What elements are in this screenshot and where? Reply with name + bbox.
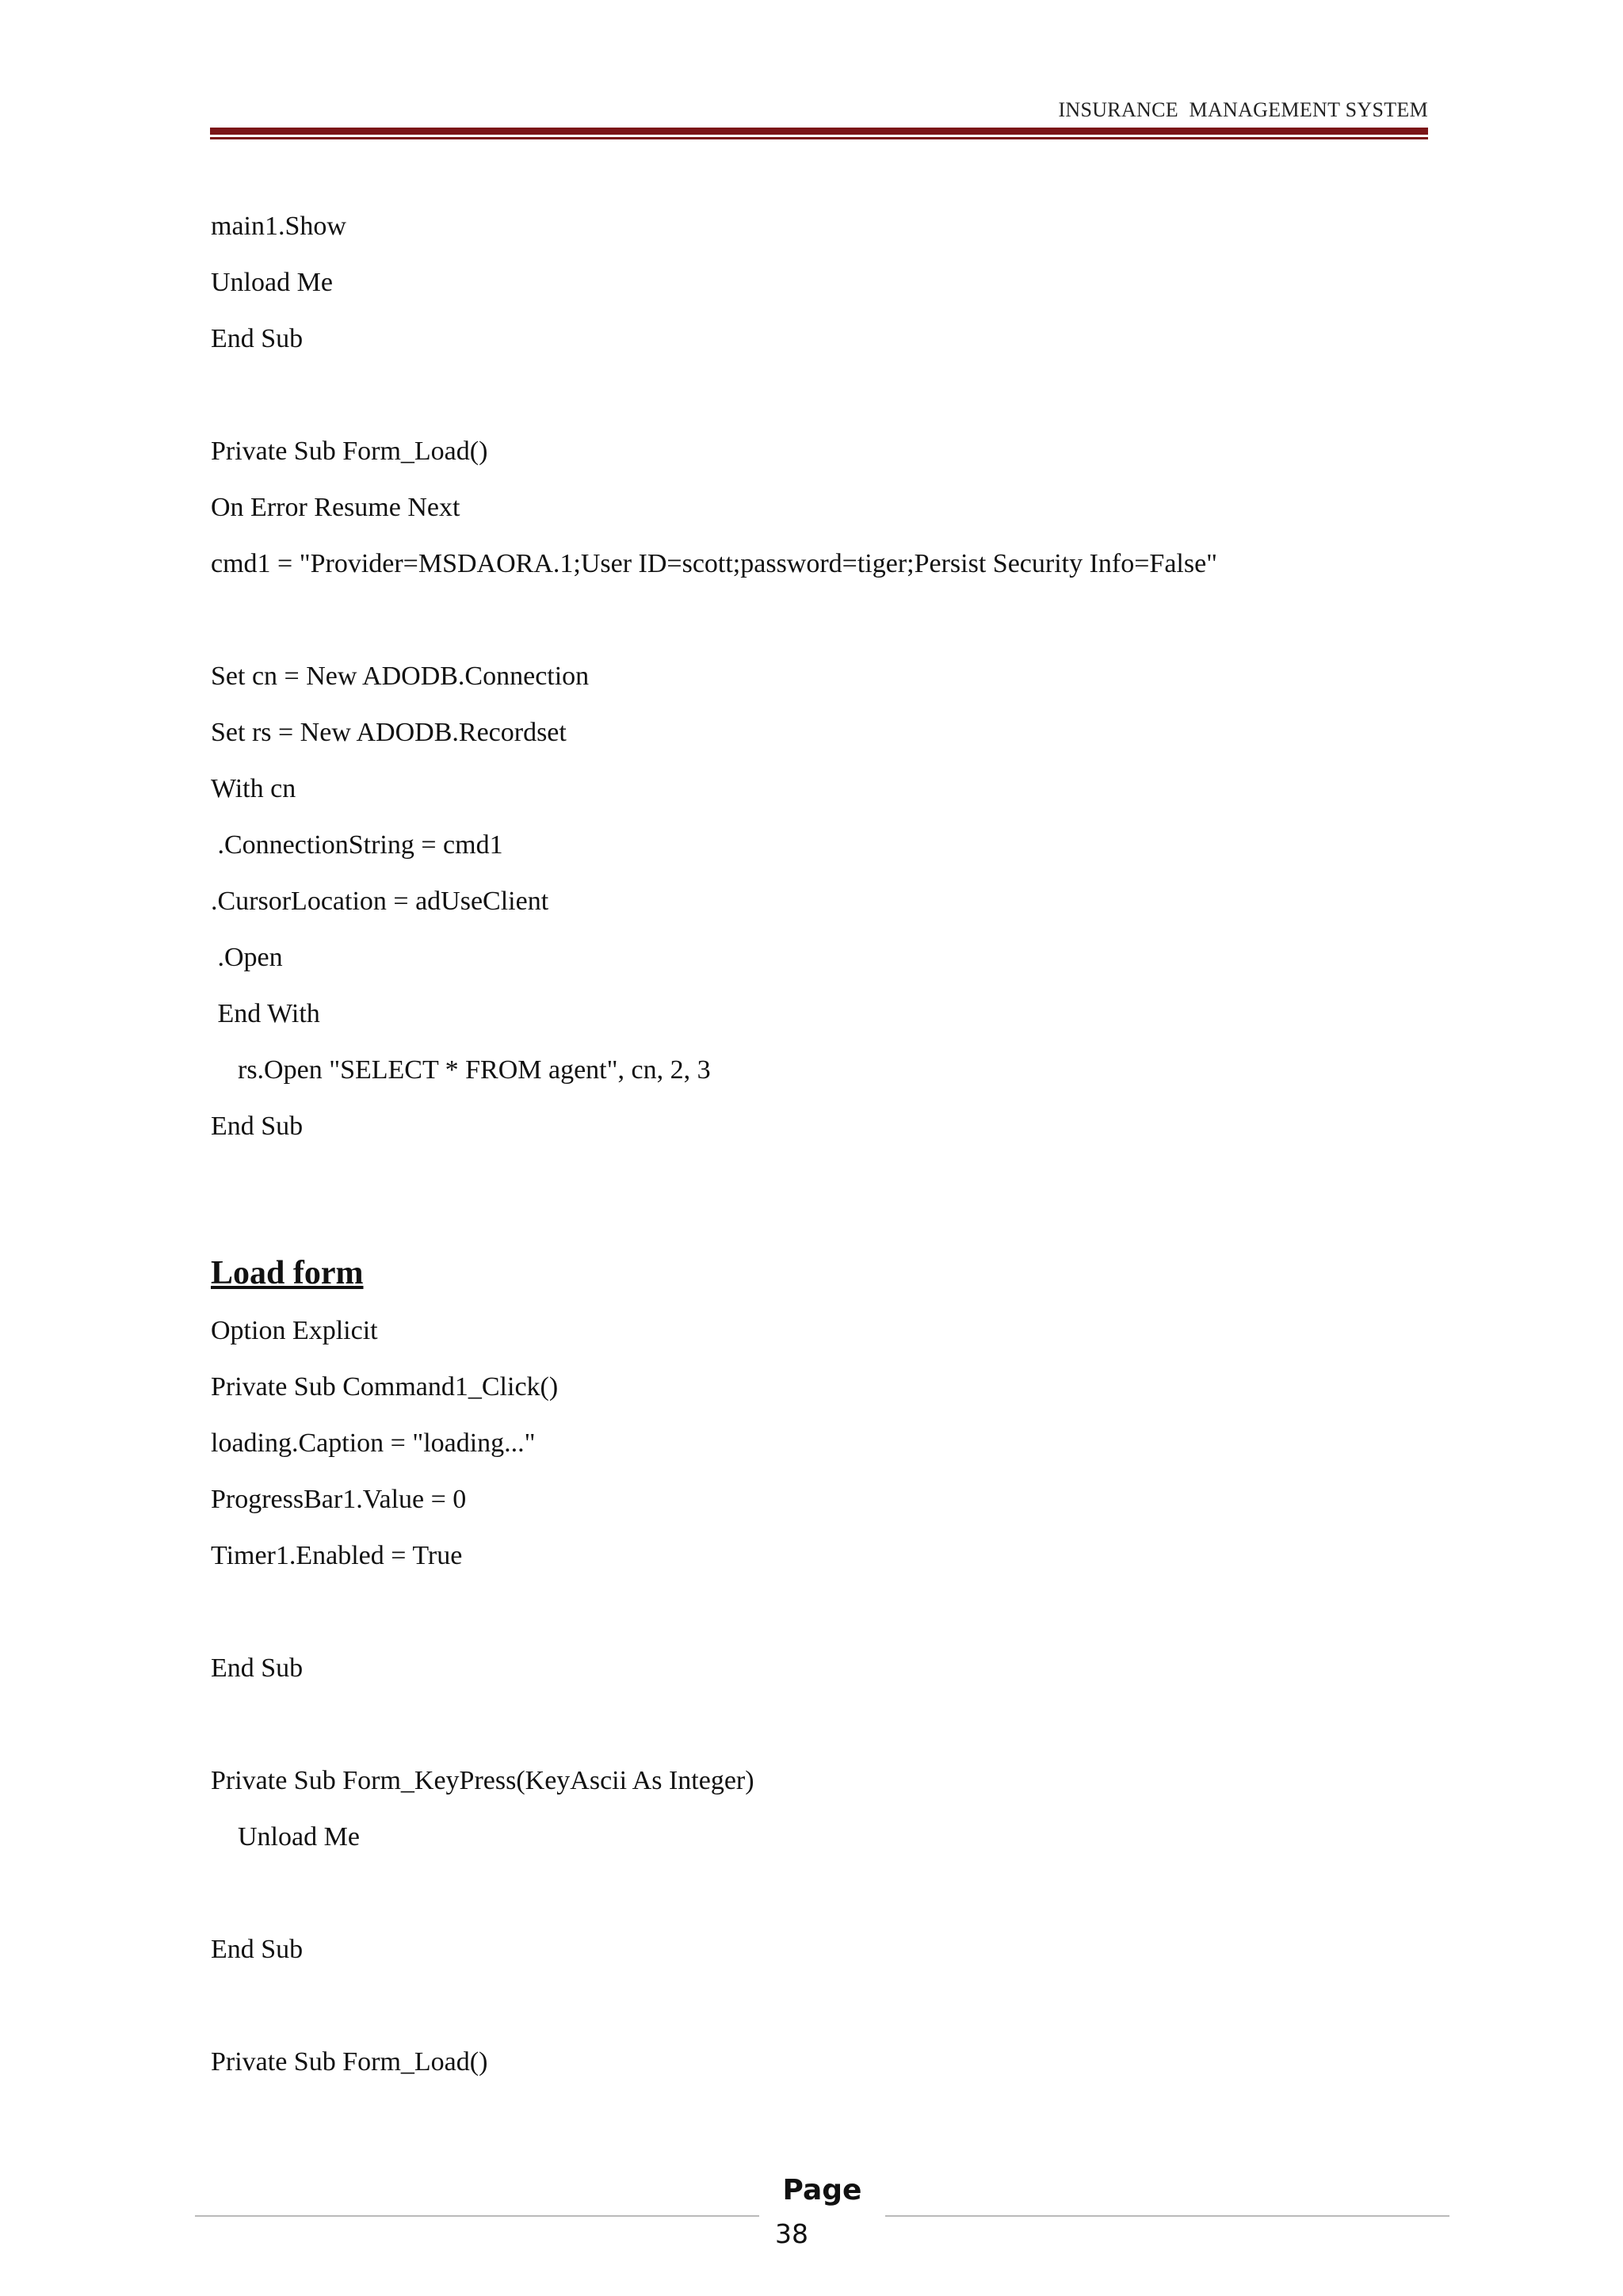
code-line: Unload Me — [211, 268, 333, 297]
code-line — [211, 367, 1431, 423]
code-line: Timer1.Enabled = True — [211, 1541, 463, 1570]
code-line: loading.Caption = "loading..." — [211, 1428, 536, 1458]
code-line: Private Sub Form_Load() — [211, 2047, 488, 2077]
code-line: .ConnectionString = cmd1 — [211, 830, 503, 860]
code-line — [211, 1584, 1431, 1640]
code-line: Unload Me — [211, 1822, 360, 1852]
code-line: On Error Resume Next — [211, 493, 460, 522]
code-line: End Sub — [211, 324, 304, 353]
code-line — [211, 1978, 1431, 2034]
code-line: Set rs = New ADODB.Recordset — [211, 718, 567, 747]
code-line: Set cn = New ADODB.Connection — [211, 662, 590, 691]
page-number: 38 — [775, 2218, 808, 2249]
code-line: End With — [211, 999, 320, 1028]
code-line: cmd1 = "Provider=MSDAORA.1;User ID=scott;password=tiger;Persist Security Info=False" — [211, 549, 1218, 578]
header-rule-thin — [210, 137, 1428, 139]
code-line: End Sub — [211, 1653, 304, 1683]
code-line: End Sub — [211, 1935, 304, 1964]
section-heading: Load form — [211, 1255, 364, 1291]
code-line: Private Sub Command1_Click() — [211, 1372, 559, 1402]
code-line: ProgressBar1.Value = 0 — [211, 1485, 467, 1514]
code-listing — [211, 198, 1431, 2090]
code-line: rs.Open "SELECT * FROM agent", cn, 2, 3 — [211, 1055, 711, 1085]
page-label: Page — [782, 2174, 862, 2206]
code-line — [211, 592, 1431, 648]
code-line: main1.Show — [211, 212, 346, 241]
document-title: INSURANCE MANAGEMENT SYSTEM — [1058, 98, 1428, 121]
code-line — [211, 1696, 1431, 1753]
code-line: With cn — [211, 774, 296, 803]
code-line: .Open — [211, 943, 283, 972]
code-line: Private Sub Form_KeyPress(KeyAscii As Integer) — [211, 1766, 754, 1795]
blank-spacer — [211, 1154, 1431, 1211]
code-line: Option Explicit — [211, 1316, 378, 1345]
blank-spacer — [211, 1211, 1431, 1241]
code-line: .CursorLocation = adUseClient — [211, 887, 549, 916]
code-line: Private Sub Form_Load() — [211, 437, 488, 466]
code-line: End Sub — [211, 1112, 304, 1141]
code-line — [211, 1865, 1431, 1921]
footer-rule-left — [195, 2215, 759, 2217]
header-rule-thick — [210, 128, 1428, 135]
footer-rule-right — [885, 2215, 1449, 2217]
